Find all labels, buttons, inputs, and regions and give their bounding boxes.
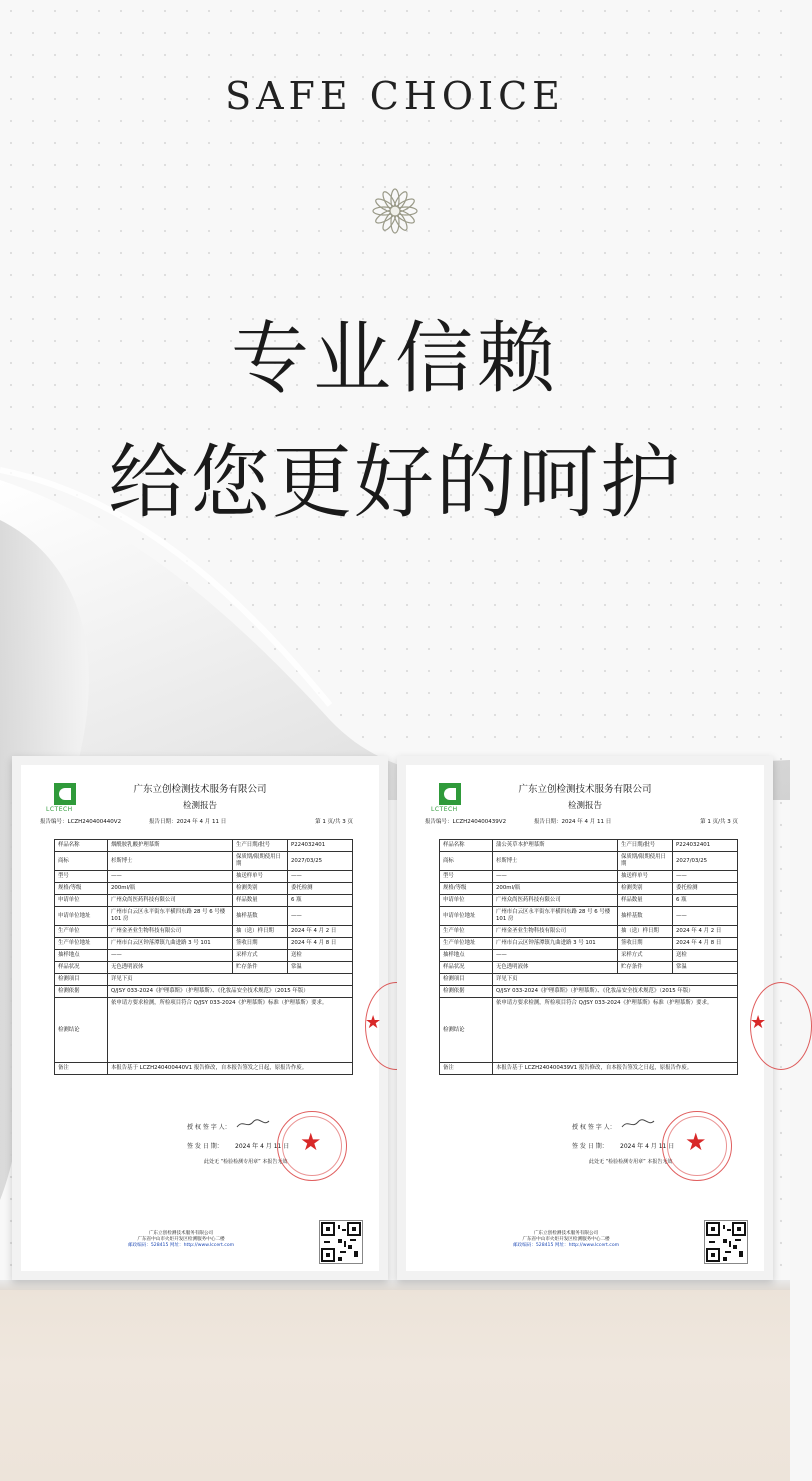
table-row: 商标 杉斯博士 保质期/限期使用日期 2027/03/25 [55,852,353,871]
headline-primary: 专业信赖 [230,314,559,404]
report-table [439,839,738,1075]
seal-note: 此处无 “检验检测专用章” 本报告无效 [589,1159,673,1165]
edge-seal-fragment: ★ [750,982,764,1072]
signer-label: 授 权 签 字 人： [572,1124,616,1131]
issue-date: 2024 年 4 月 11 日 [620,1143,675,1150]
red-seal-stamp: ★ [662,1111,732,1181]
signer-label: 授 权 签 字 人： [187,1124,231,1131]
company-name: 广东立创检测技术服务有限公司 [133,784,267,795]
qr-code-icon [319,1220,363,1264]
table-row: 检测项目 详见下页 [55,974,353,986]
certificate-frame-1 [12,756,388,1280]
report-number: 报告编号：LCZH240400439V2 [425,819,507,825]
brand-line: SAFE CHOICE [225,74,565,118]
report-footer: 广东立创检测技术服务有限公司 广东省中山市火炬开发区检测服务中心二楼 邮政编码：528415 网址：http://www.lccert.com [127,1231,235,1249]
report-date: 报告日期：2024 年 4 月 11 日 [149,819,227,825]
table-row: 样品名称 蒲公英草本护理慕斯 生产日期/批号 P224032401 [440,840,738,852]
issue-date: 2024 年 4 月 11 日 [235,1143,290,1150]
edge-seal-fragment: ★ [365,982,379,1072]
table-row: 生产单位地址 广州市白云区钟落潭镇九曲进路 3 号 101 签收日期 2024 年 4 月 8 日 [440,938,738,950]
table-row: 申请单位 广州众尚医药科技有限公司 样品数量 6 瓶 [55,895,353,907]
table-row: 备注 本报告基于 LCZH240400439V1 报告修改，自本报告签发之日起，原报告作废。 [440,1063,738,1075]
table-row: 样品名称 烟酰胺乳酸护理慕斯 生产日期/批号 P224032401 [55,840,353,852]
red-seal-stamp: ★ [277,1111,347,1181]
conclusion-text: 依申请方要求检测，所检项目符合 Q/JSY 033-2024《护理慕斯》标准（护理慕斯）要求。 [111,1000,328,1007]
table-row: 规格/等级 200ml/瓶 检测类别 委托检测 [55,883,353,895]
table-row: 申请单位地址 广州市白云区永平街东平横四东路 28 号 6 号楼 101 房 抽样基数 —— [440,907,738,926]
lctech-logo: LCTECH [40,779,84,819]
table-row: 申请单位地址 广州市白云区永平街东平横四东路 28 号 6 号楼 101 房 抽样基数 —— [55,907,353,926]
table-row: 检测项目 详见下页 [440,974,738,986]
table-row: 生产单位地址 广州市白云区钟落潭镇九曲进路 3 号 101 签收日期 2024 年 4 月 8 日 [55,938,353,950]
issue-date-label: 签 发 日 期： [572,1143,608,1150]
page-indicator: 第 1 页/共 3 页 [700,819,738,825]
issue-date-label: 签 发 日 期： [187,1143,223,1150]
report-number: 报告编号：LCZH240400440V2 [40,819,122,825]
page-indicator: 第 1 页/共 3 页 [315,819,353,825]
report-table [54,839,353,1075]
table-row: 型号 —— 抽送样单号 —— [440,871,738,883]
signature-mark [620,1117,656,1131]
table-row: 抽样地点 —— 采样方式 送检 [440,950,738,962]
report-title: 检测报告 [182,801,217,811]
table-row: 抽样地点 —— 采样方式 送检 [55,950,353,962]
table-row: 申请单位 广州众尚医药科技有限公司 样品数量 6 瓶 [440,895,738,907]
table-row: 检测依据 Q/JSY 033-2024《护理慕斯》（护理慕斯）、《化妆品安全技术规范》（2015 年版） [440,986,738,998]
table-row: 生产单位 广州金圣业生物科技有限公司 抽（送）样日期 2024 年 4 月 2 日 [440,926,738,938]
table-row: 商标 杉斯博士 保质期/限期使用日期 2027/03/25 [440,852,738,871]
table-row: 规格/等级 200ml/瓶 检测类别 委托检测 [440,883,738,895]
table-row: 样品状况 无色透明液体 贮存条件 常温 [55,962,353,974]
seal-note: 此处无 “检验检测专用章” 本报告无效 [204,1159,288,1165]
report-date: 报告日期：2024 年 4 月 11 日 [534,819,612,825]
table-row: 检测依据 Q/JSY 033-2024《护理慕斯》（护理慕斯）、《化妆品安全技术规范》（2015 年版） [55,986,353,998]
certificate-page [21,765,382,1271]
table-row: 生产单位 广州金圣业生物科技有限公司 抽（送）样日期 2024 年 4 月 2 日 [55,926,353,938]
table-row: 备注 本报告基于 LCZH240400440V1 报告修改，自本报告签发之日起，原报告作废。 [55,1063,353,1075]
certificate-frame-2 [397,756,773,1280]
table-row: 检测结论 依申请方要求检测，所检项目符合 Q/JSY 033-2024《护理慕斯》标准（护理慕斯）要求。 [55,998,353,1063]
signature-mark [235,1117,271,1131]
lctech-logo: LCTECH [425,779,469,819]
report-title: 检测报告 [567,801,602,811]
company-name: 广东立创检测技术服务有限公司 [518,784,652,795]
table-row: 检测结论 依申请方要求检测，所检项目符合 Q/JSY 033-2024《护理慕斯》标准（护理慕斯）要求。 [440,998,738,1063]
table-row: 型号 —— 抽送样单号 —— [55,871,353,883]
certificate-page [406,765,767,1271]
report-footer: 广东立创检测技术服务有限公司 广东省中山市火炬开发区检测服务中心二楼 邮政编码：528415 网址：http://www.lccert.com [512,1231,620,1249]
daisy-icon [371,187,419,235]
qr-code-icon [704,1220,748,1264]
table-row: 样品状况 无色透明液体 贮存条件 常温 [440,962,738,974]
beige-floor [0,1290,790,1481]
headline-secondary: 给您更好的呵护 [108,436,682,529]
conclusion-text: 依申请方要求检测，所检项目符合 Q/JSY 033-2024《护理慕斯》标准（护理慕斯）要求。 [496,1000,713,1007]
